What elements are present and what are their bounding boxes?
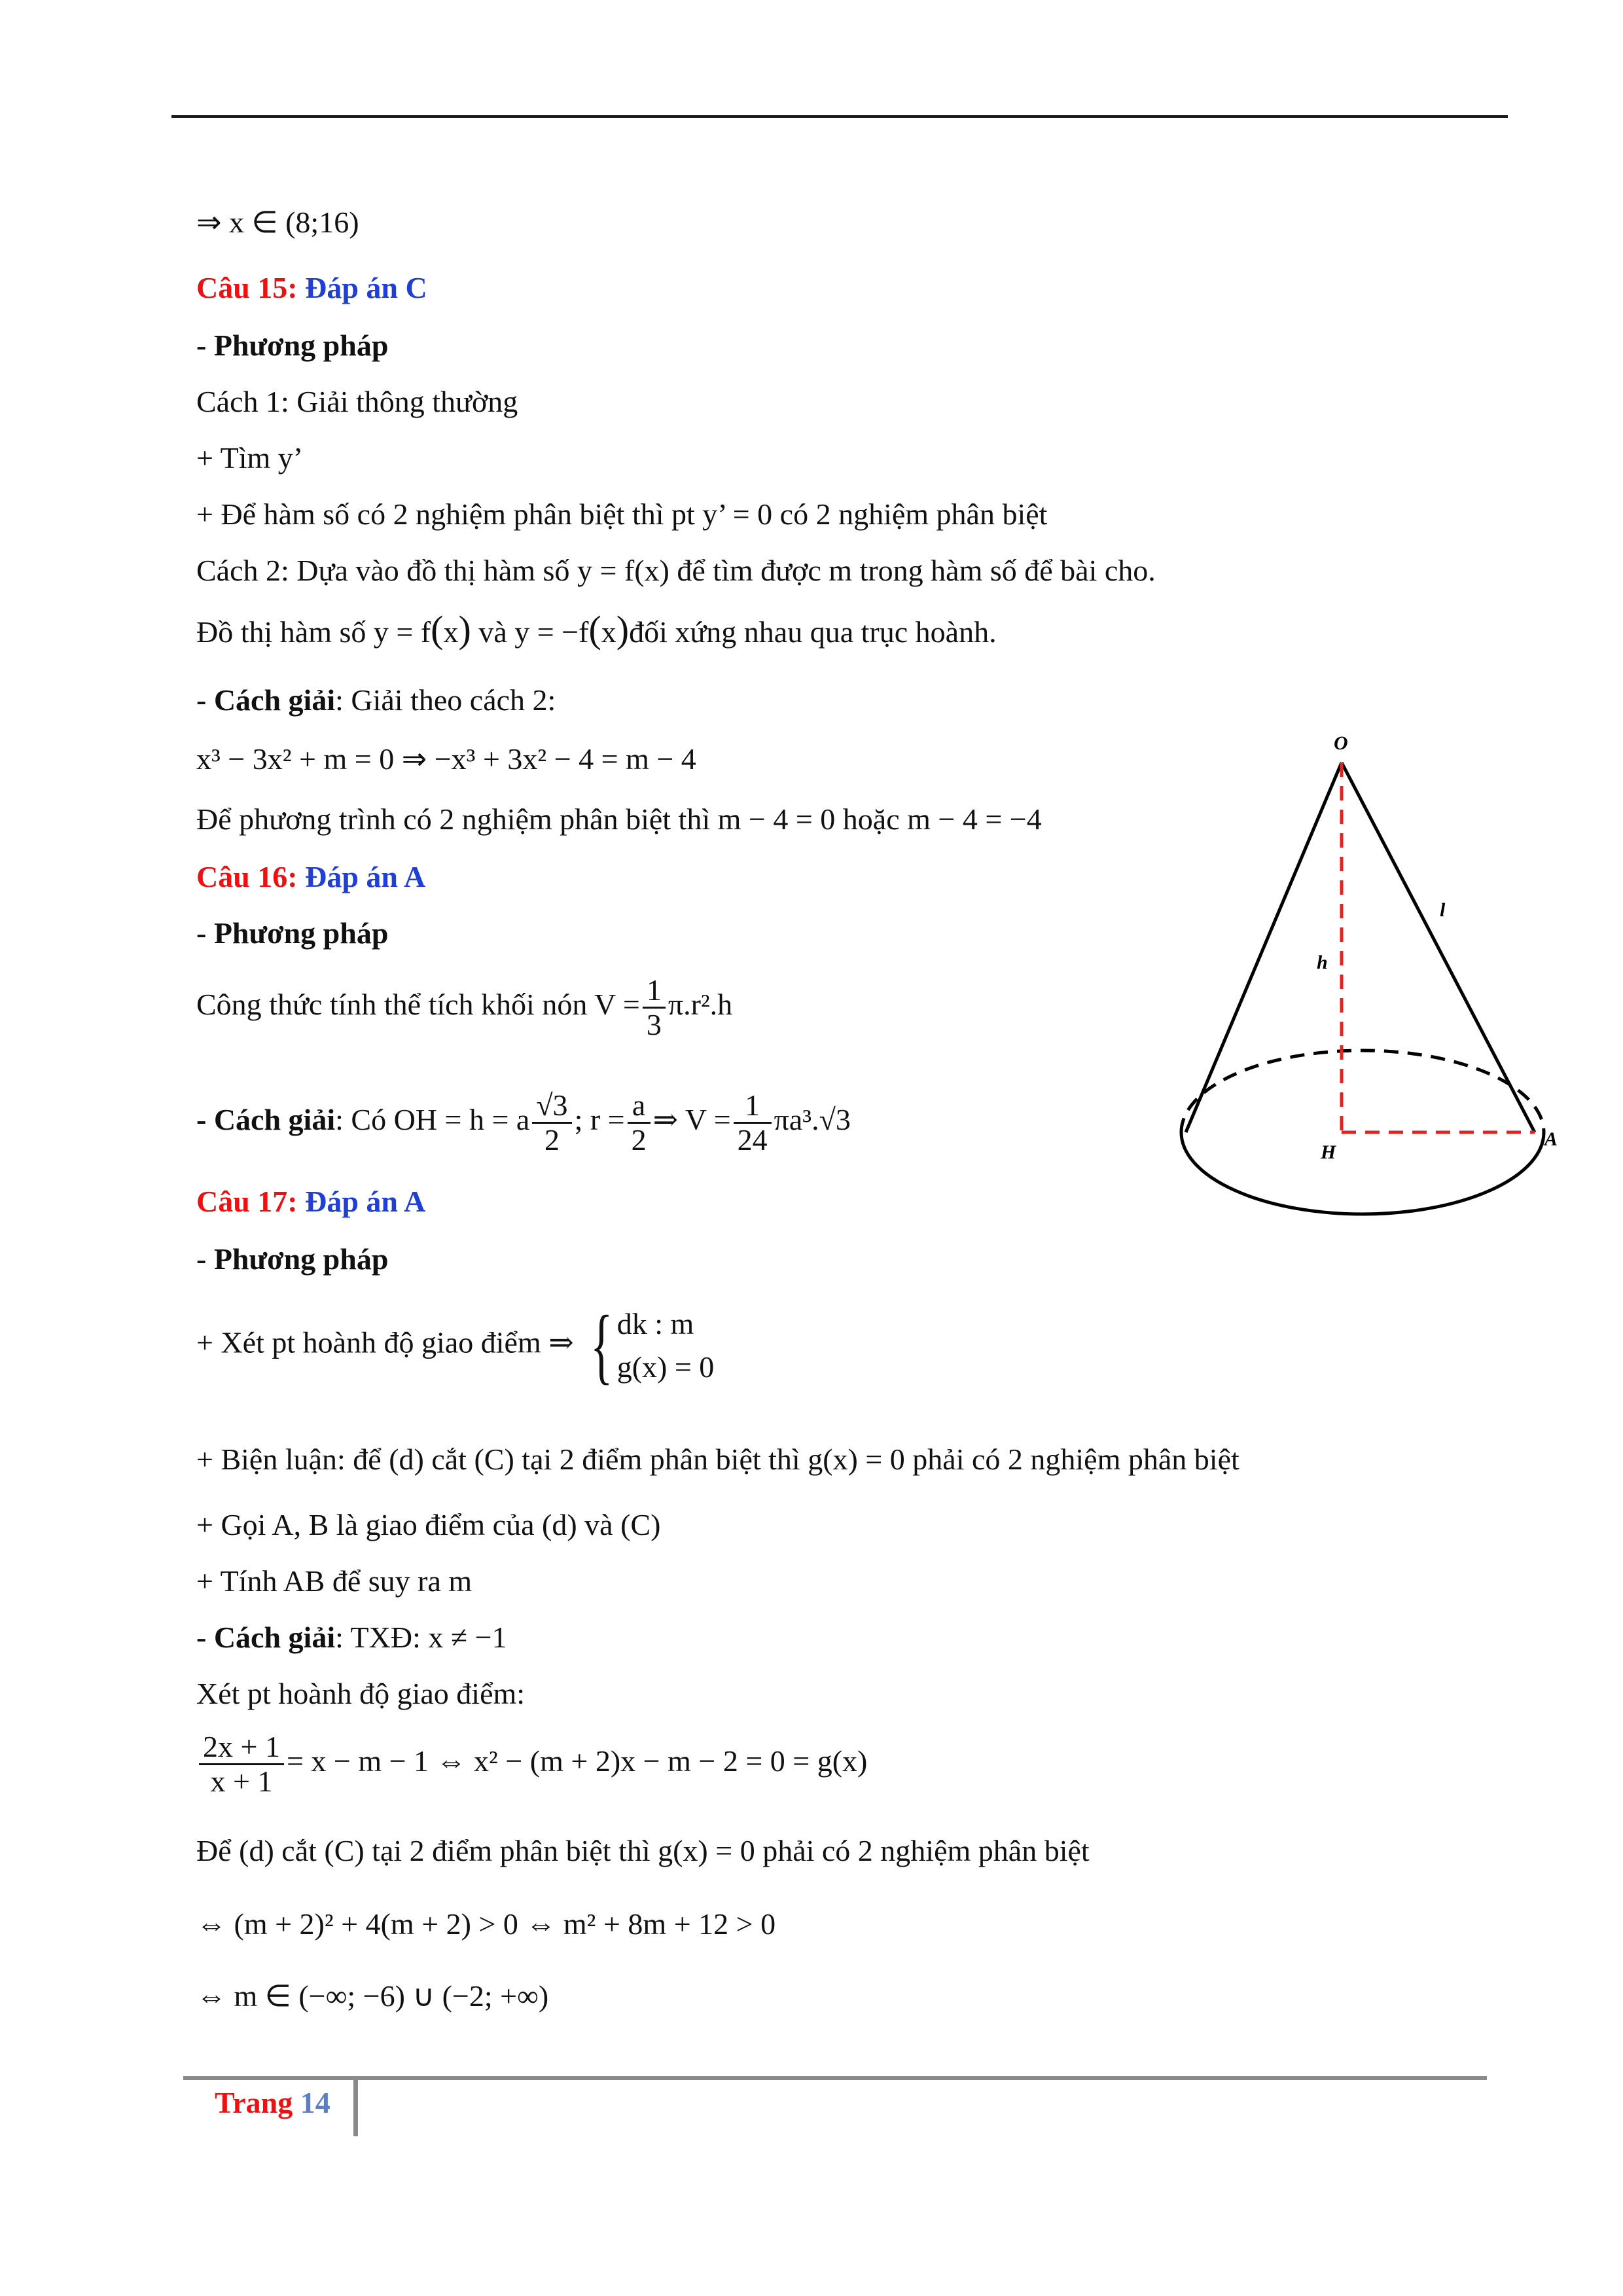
q17-sys-2: g(x) = 0 — [616, 1350, 715, 1384]
q17-answer: Đáp án A — [305, 1185, 426, 1218]
q15-line-1: Cách 1: Giải thông thường — [196, 385, 518, 418]
q17-fraction — [199, 1731, 284, 1798]
q17-line-5: Xét pt hoành độ giao điểm: — [196, 1677, 526, 1710]
q17-title — [196, 1182, 425, 1221]
q17-solution-label: - Cách giải — [196, 1621, 336, 1654]
q15-l5a: Đồ thị hàm số — [196, 615, 366, 649]
q15-equation: x³ − 3x² + m = 0 ⇒ −x³ + 3x² − 4 = m − 4 — [196, 742, 696, 776]
q16-frac-num: 1 — [643, 974, 666, 1009]
cone-base-back — [1181, 1050, 1544, 1132]
q16-answer: Đáp án A — [305, 860, 426, 893]
q16-two-b: 2 — [631, 1123, 647, 1157]
q15-line-5: Đồ thị hàm số y = f(x) và y = −f(x)đối xứng nhau qua trục hoành. — [196, 608, 997, 651]
q16-v-eq: V = — [594, 988, 640, 1022]
q16-frac-h — [532, 1089, 571, 1157]
footer-label: Trang — [215, 2086, 293, 2119]
header-rule — [171, 115, 1508, 118]
q15-solution-label: - Cách giải — [196, 683, 336, 717]
q15-l5e: y = −f — [514, 615, 589, 649]
q17-solution-text: : TXĐ: x ≠ −1 — [335, 1621, 507, 1654]
q15-l5g: đối xứng nhau qua trục hoành. — [629, 615, 997, 649]
q16-one: 1 — [734, 1089, 772, 1124]
q16-number: Câu 16: — [196, 860, 298, 893]
q16-frac-den: 3 — [646, 1008, 662, 1041]
q16-sol-b: ; r = — [574, 1103, 625, 1137]
q16-solution-label: - Cách giải — [196, 1103, 336, 1137]
q16-sol-c: ⇒ V = — [652, 1103, 731, 1137]
q16-formula-rest: π.r².h — [668, 988, 733, 1022]
implies-line: ⇒ x ∈ (8;16) — [196, 206, 359, 239]
q16-title — [196, 857, 425, 897]
q17-line-4: + Tính AB để suy ra m — [196, 1564, 473, 1598]
q16-formula-text: Công thức tính thể tích khối nón — [196, 988, 588, 1022]
q16-formula — [196, 974, 732, 1041]
q16-solution — [196, 1089, 851, 1157]
q15-line-3: + Để hàm số có 2 nghiệm phân biệt thì pt y’ = 0 có 2 nghiệm phân biệt — [196, 497, 1048, 531]
q17-system: { dk : m g(x) = 0 — [590, 1299, 715, 1393]
q16-two-a: 2 — [544, 1123, 560, 1157]
q17-method-label: - Phương pháp — [196, 1242, 389, 1276]
cone-slant-right — [1342, 762, 1535, 1132]
q16-frac-v — [734, 1089, 772, 1157]
page-footer — [215, 2085, 330, 2120]
q17-line-2: + Biện luận: để (d) cắt (C) tại 2 điểm phân biệt thì g(x) = 0 phải có 2 nghiệm phân biệt — [196, 1443, 1240, 1476]
cone-label-h: H — [1321, 1141, 1336, 1163]
cone-label-o: O — [1334, 732, 1348, 754]
q15-l5f: x — [601, 615, 616, 649]
q17-equation — [196, 1731, 867, 1798]
cone-label-a: A — [1544, 1128, 1558, 1150]
q17-line-8: ⇔ m ∈ (−∞; −6) ∪ (−2; +∞) — [196, 1979, 549, 2013]
q15-number: Câu 15: — [196, 271, 298, 304]
q17-l1: + Xét pt hoành độ giao điểm ⇒ — [196, 1325, 574, 1359]
q15-l5d: và — [478, 615, 507, 649]
q16-method-label: - Phương pháp — [196, 916, 389, 950]
footer-divider — [353, 2079, 358, 2136]
q16-fraction — [643, 974, 666, 1041]
cone-base-front — [1181, 1132, 1544, 1214]
q16-sol-a: : Có OH = h = a — [335, 1103, 530, 1137]
page-number: 14 — [300, 2086, 330, 2119]
q17-line-1 — [196, 1299, 715, 1393]
q15-l5b: y = f — [373, 615, 431, 649]
q15-answer: Đáp án C — [305, 271, 427, 304]
q15-solution-text: : Giải theo cách 2: — [335, 683, 556, 717]
q15-l5c: x — [443, 615, 459, 649]
cone-figure — [1152, 720, 1558, 1244]
q16-24: 24 — [737, 1123, 768, 1157]
q15-line-4: Cách 2: Dựa vào đồ thị hàm số y = f(x) để tìm được m trong hàm số để bài cho. — [196, 554, 1156, 587]
q17-solution — [196, 1618, 507, 1657]
q16-sol-d: πa³.√3 — [774, 1103, 851, 1137]
q17-line-3: + Gọi A, B là giao điểm của (d) và (C) — [196, 1508, 661, 1541]
q15-method-label: - Phương pháp — [196, 329, 389, 362]
q16-sqrt3: √3 — [532, 1089, 571, 1124]
q17-line-7: ⇔ (m + 2)² + 4(m + 2) > 0 ⇔ m² + 8m + 12 > 0 — [196, 1907, 776, 1941]
q16-frac-r — [628, 1089, 651, 1157]
q17-line-6: Để (d) cắt (C) tại 2 điểm phân biệt thì g(x) = 0 phải có 2 nghiệm phân biệt — [196, 1834, 1090, 1867]
footer-rule — [183, 2076, 1487, 2080]
q15-title — [196, 268, 427, 308]
q17-number: Câu 17: — [196, 1185, 298, 1218]
q16-a: a — [628, 1089, 651, 1124]
cone-label-height: h — [1317, 952, 1328, 973]
q17-frac-num: 2x + 1 — [199, 1731, 284, 1765]
q17-frac-den: x + 1 — [210, 1765, 273, 1798]
q15-conclusion: Để phương trình có 2 nghiệm phân biệt thì m − 4 = 0 hoặc m − 4 = −4 — [196, 802, 1042, 836]
q15-solution — [196, 681, 556, 720]
q17-sys-1: dk : m — [616, 1307, 694, 1340]
q15-line-2: + Tìm y’ — [196, 441, 304, 475]
cone-slant-left — [1186, 762, 1342, 1132]
cone-label-slant: l — [1440, 899, 1446, 921]
q17-eq-rest: = x − m − 1 ⇔ x² − (m + 2)x − m − 2 = 0 = g(x) — [286, 1744, 868, 1778]
